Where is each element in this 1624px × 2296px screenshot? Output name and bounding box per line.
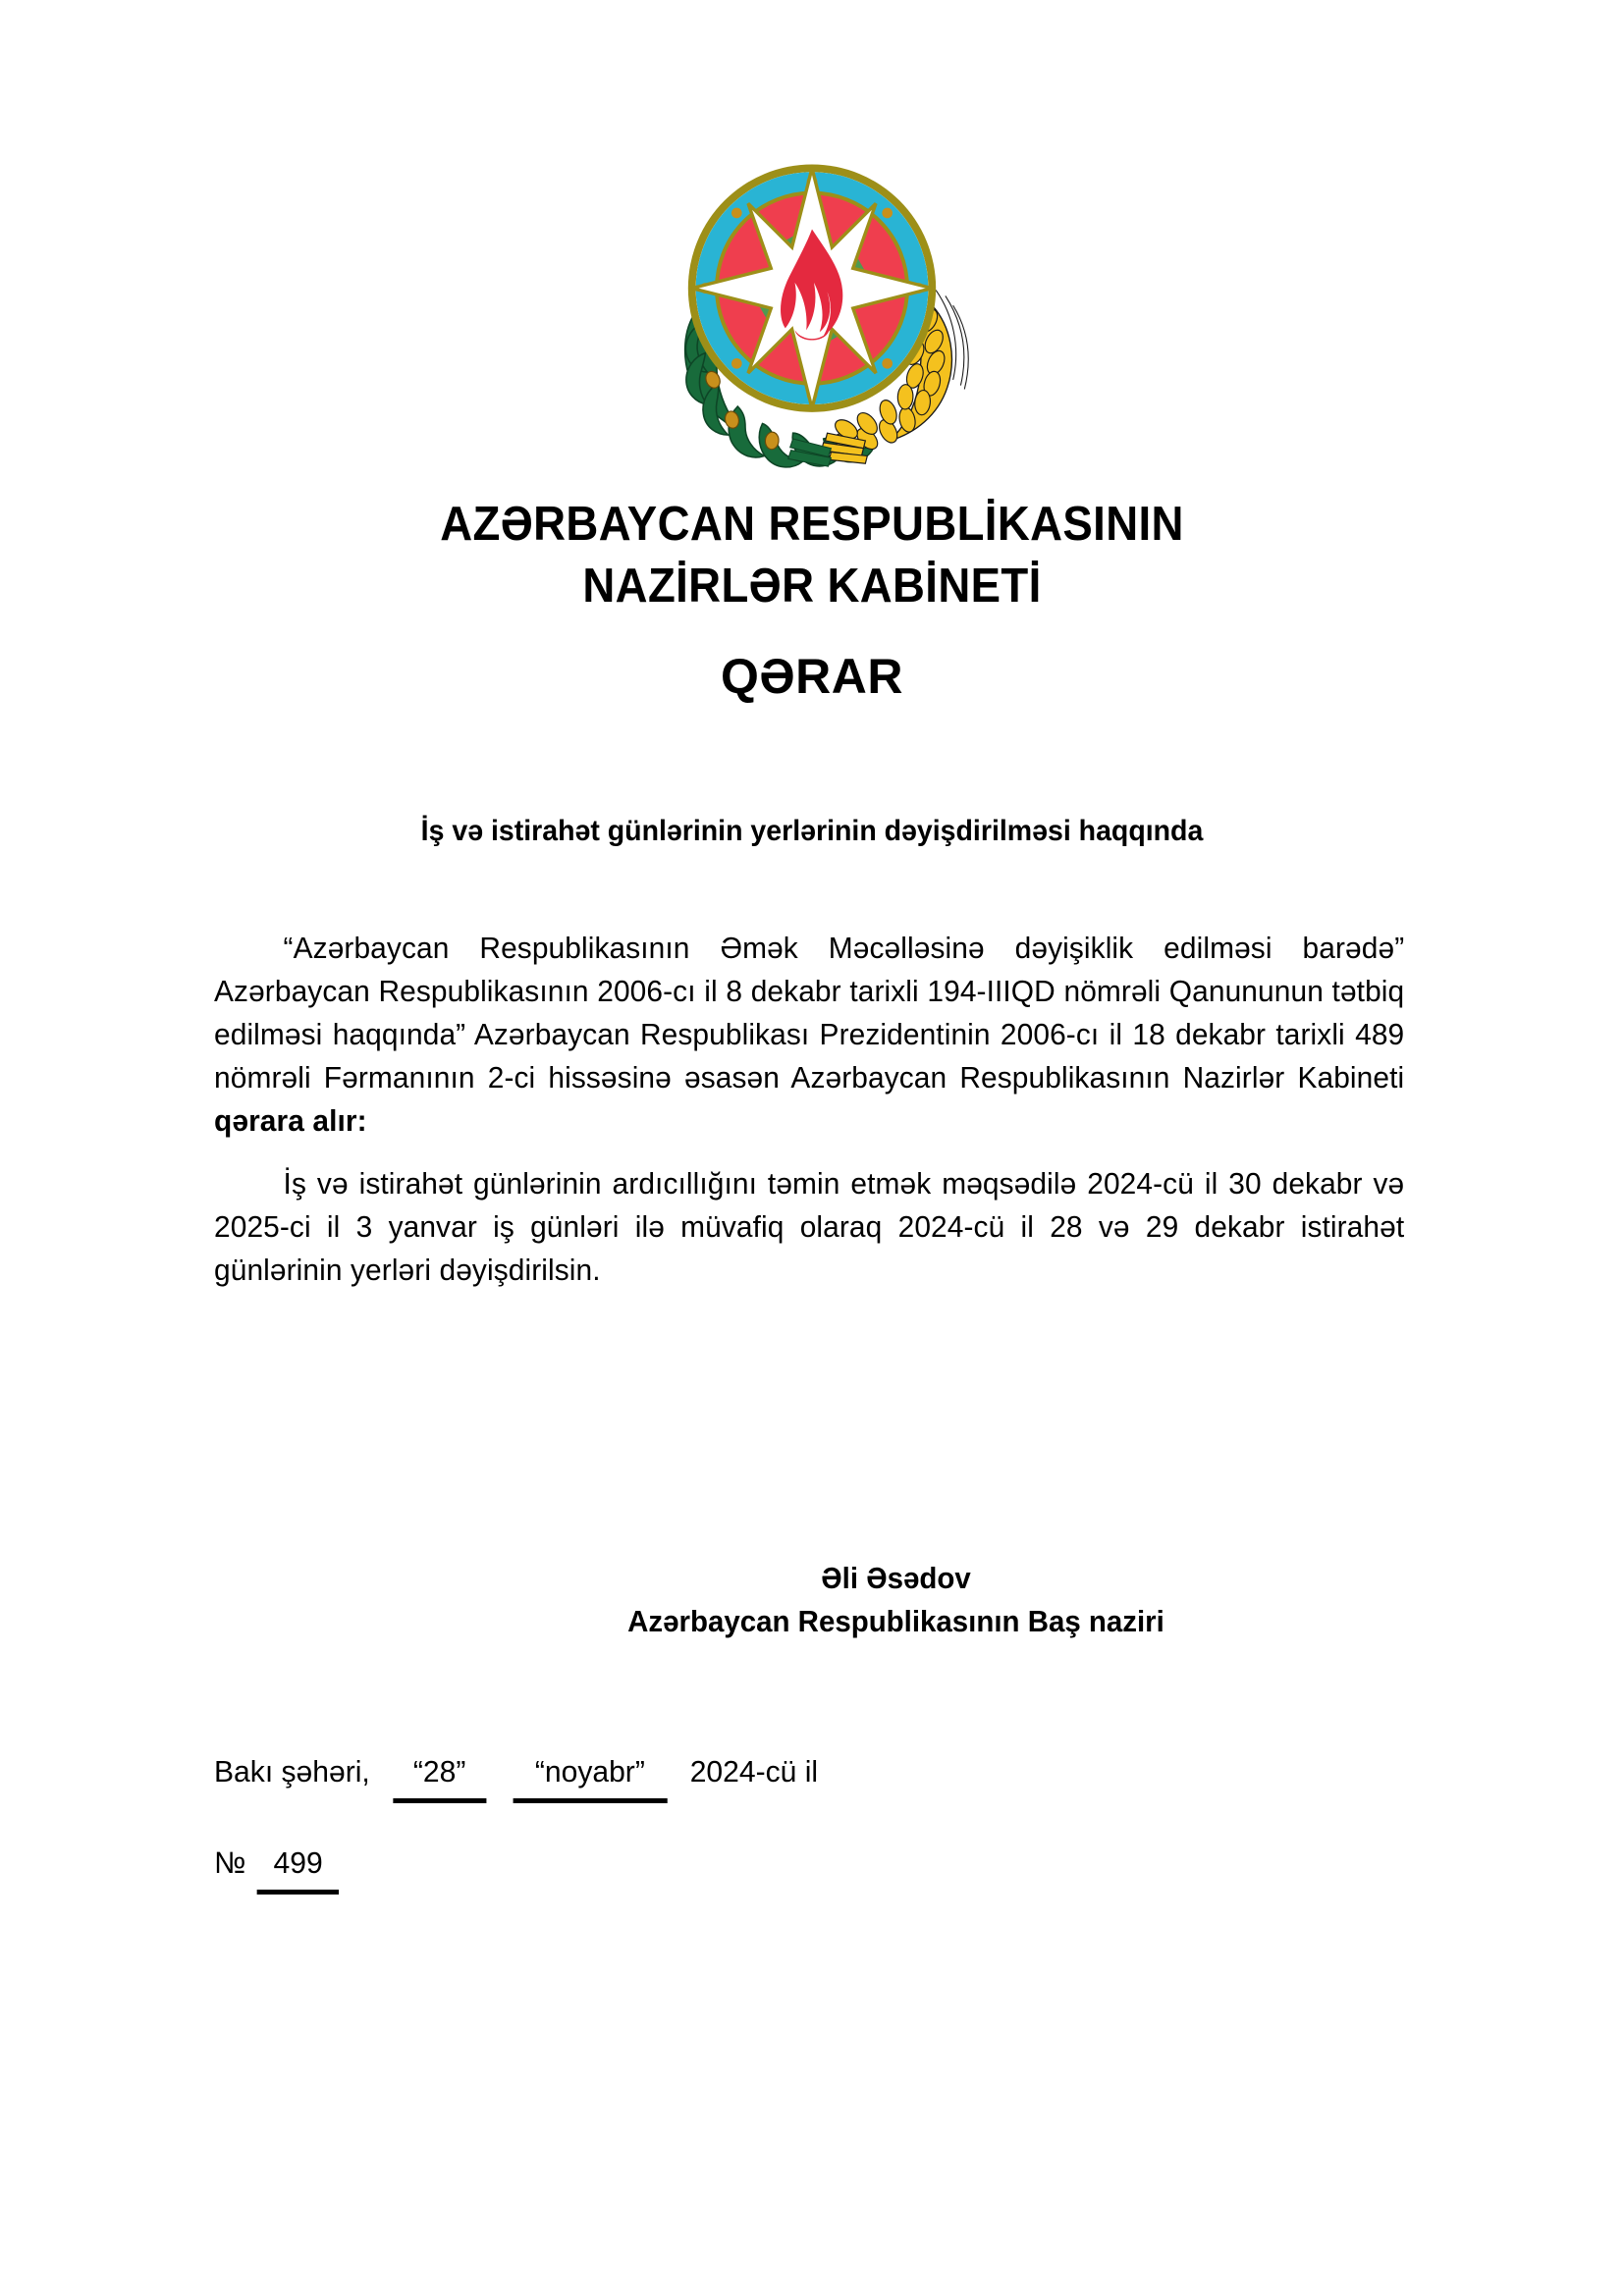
paragraph-resolution: İş və istirahət günlərinin ardıcıllığını təmin etmək məqsədilə 2024-cü il 30 dekabr və 2025-ci il 3 yanvar iş günləri ilə müvafiq olaraq 2024-cü il 28 və 29 dekabr istirahət günlərinin yerləri dəyişdirilsin. <box>214 1167 1405 1287</box>
footer-date-line <box>214 1749 1392 1803</box>
decree-number-value: 499 <box>257 1841 339 1895</box>
city-label: Bakı şəhəri, <box>214 1754 370 1789</box>
document-type-heading: QƏRAR <box>720 649 904 704</box>
day-value: 28 <box>422 1754 457 1789</box>
state-emblem <box>0 147 1624 471</box>
paragraph-preamble-text: “Azərbaycan Respublikasının Əmək Məcəlləsinə dəyişiklik edilməsi barədə” Azərbaycan Respublikasının 2006-cı il 8 dekabr tarixli 194-IIIQD nömrəli Qanununun tətbiq edilməsi haqqında” Azərbaycan Respublikası Prezidentinin 2006-cı il 18 dekabr tarixli 489 nömrəli Fərmanının 2-ci hissəsinə əsasən Azərbaycan Respublikasının Nazirlər Kabineti <box>214 932 1405 1095</box>
signatory-role: Azərbaycan Respublikasının Baş naziri <box>627 1604 1164 1638</box>
organization-title-line-2: NAZİRLƏR KABİNETİ <box>582 560 1042 613</box>
month-value: noyabr <box>544 1754 635 1789</box>
year-value: 2024-cü il <box>689 1754 819 1789</box>
day-field <box>393 1749 486 1803</box>
paragraph-preamble <box>214 927 1404 1143</box>
decree-verb: qərara alır: <box>214 1104 367 1138</box>
document-body <box>214 927 1429 1292</box>
number-label: № <box>214 1845 246 1880</box>
footer-number-line <box>214 1841 1392 1895</box>
document-footer <box>214 1749 1392 1895</box>
document-subtitle: İş və istirahət günlərinin yerlərinin dəyişdirilməsi haqqında <box>420 815 1204 847</box>
day-open-quote: “ <box>412 1754 423 1789</box>
organization-title-line-1: AZƏRBAYCAN RESPUBLİKASININ <box>440 498 1184 551</box>
signatory-name: Əli Əsədov <box>821 1561 971 1595</box>
signature-block <box>244 1557 1398 1643</box>
day-close-quote: ” <box>456 1754 466 1789</box>
month-field <box>513 1749 667 1803</box>
month-close-quote: ” <box>634 1754 645 1789</box>
month-open-quote: “ <box>534 1754 545 1789</box>
